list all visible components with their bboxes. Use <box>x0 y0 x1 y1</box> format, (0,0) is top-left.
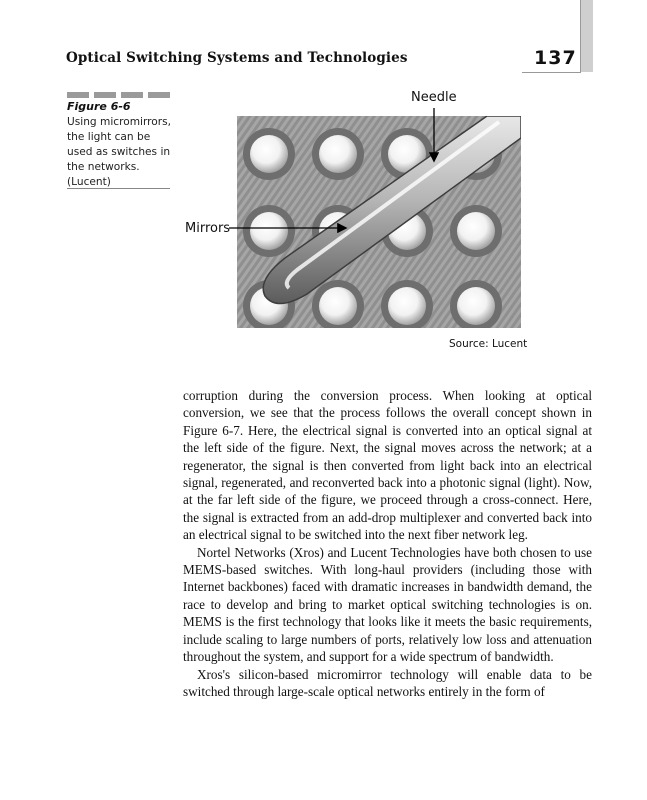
paragraph: corruption during the conversion process. When looking at optical conversion, we see that the process follows the overall concept shown in Figure 6-7. Here, the electrical signal is converted into an optical signal at the left side of the figure. Next, the signal moves across the network; at a regenerator, the signal is then converted from light back into an electrical signal, regenerated, and reconverted back into a photonic signal (light). Now, at the far left side of the figure, we proceed through a cross-connect. Here, the signal is extracted from an add-drop multiplexer and converted back into an electrical signal to be switched into the next fiber network leg. <box>183 388 592 543</box>
paragraph: Xros's silicon-based micromirror technology will enable data to be switched through large-scale optical networks entirely in the form of <box>183 666 592 699</box>
micromirror-array-photo <box>237 116 521 328</box>
page-number: 137 <box>534 47 577 69</box>
figure-marker <box>67 92 170 98</box>
paragraph: Nortel Networks (Xros) and Lucent Technologies have both chosen to use MEMS-based switches. With long-haul providers (including those with Internet backbones) faced with dramatic increases in bandwidth demand, the race to develop and bring to market optical switching technologies is on. MEMS is the first technology that looks like it meets the basic requirements, include scaling to large numbers of ports, relatively low loss and attenuation throughout the system, and support for a wide spectrum of bandwidth. <box>183 544 592 665</box>
needle-callout-label: Needle <box>411 90 457 105</box>
figure-source-credit: Source: Lucent <box>449 338 528 350</box>
caption-divider <box>67 188 170 189</box>
figure-caption: Using micromirrors, the light can be used as switches in the networks. (Lucent) <box>67 116 171 188</box>
thumb-tab <box>581 0 593 72</box>
body-text <box>183 387 592 700</box>
figure-label: Figure 6-6 <box>67 100 131 113</box>
mirrors-callout-label: Mirrors <box>185 221 231 236</box>
running-head-title: Optical Switching Systems and Technologies <box>66 50 408 66</box>
